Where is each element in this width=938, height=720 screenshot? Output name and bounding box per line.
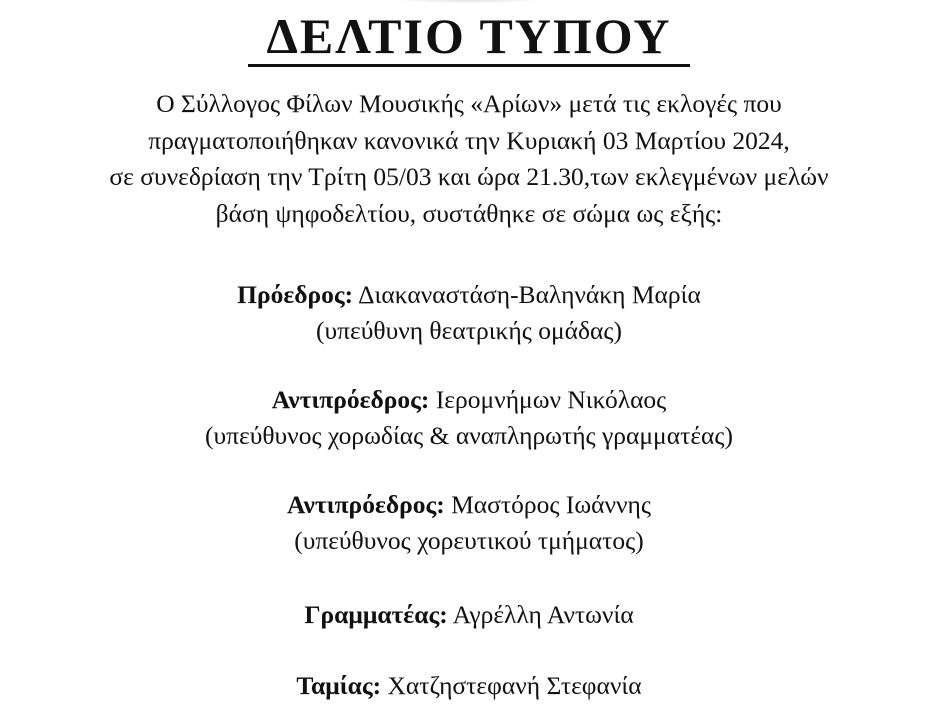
member-name: Ιερομνήμων Νικόλαος xyxy=(435,385,667,414)
member-president xyxy=(0,277,938,349)
member-line xyxy=(0,597,938,633)
member-role: Γραμματέας: xyxy=(304,600,448,629)
member-line xyxy=(0,277,938,313)
intro-line: βάση ψηφοδελτίου, συστάθηκε σε σώμα ως εξής: xyxy=(215,198,723,228)
member-line xyxy=(0,487,938,523)
member-name: Διακαναστάση-Βαληνάκη Μαρία xyxy=(358,280,701,309)
member-note: (υπεύθυνος χορευτικού τμήματος) xyxy=(294,526,644,555)
member-line xyxy=(0,382,938,418)
intro-paragraph xyxy=(0,86,938,232)
intro-line: σε συνεδρίαση την Τρίτη 05/03 και ώρα 21.30,των εκλεγμένων μελών xyxy=(109,162,829,191)
member-treasurer xyxy=(0,668,938,704)
member-note: (υπεύθυνος χορωδίας & αναπληρωτής γραμματέας) xyxy=(205,421,733,450)
title-container xyxy=(0,8,938,67)
member-role: Αντιπρόεδρος: xyxy=(287,490,445,519)
member-secretary xyxy=(0,597,938,633)
member-role: Αντιπρόεδρος: xyxy=(271,385,430,414)
page-title: ΔΕΛΤΙΟ ΤΥΠΟΥ xyxy=(248,8,689,67)
member-role: Πρόεδρος: xyxy=(237,280,354,309)
member-name: Αγρέλλη Αντωνία xyxy=(452,600,634,629)
member-vice-president-2 xyxy=(0,487,938,559)
page-edge-shadow xyxy=(369,0,569,4)
member-role: Ταμίας: xyxy=(296,671,382,700)
member-vice-president-1 xyxy=(0,382,938,454)
member-line xyxy=(0,668,938,704)
member-name: Χατζηστεφανή Στεφανία xyxy=(387,671,642,700)
intro-line: Ο Σύλλογος Φίλων Μουσικής «Αρίων» μετά τις εκλογές που xyxy=(156,89,782,118)
member-note: (υπεύθυνη θεατρικής ομάδας) xyxy=(316,316,622,345)
intro-line: πραγματοποιήθηκαν κανονικά την Κυριακή 03 Μαρτίου 2024, xyxy=(148,125,790,155)
member-name: Μαστόρος Ιωάννης xyxy=(451,490,651,519)
